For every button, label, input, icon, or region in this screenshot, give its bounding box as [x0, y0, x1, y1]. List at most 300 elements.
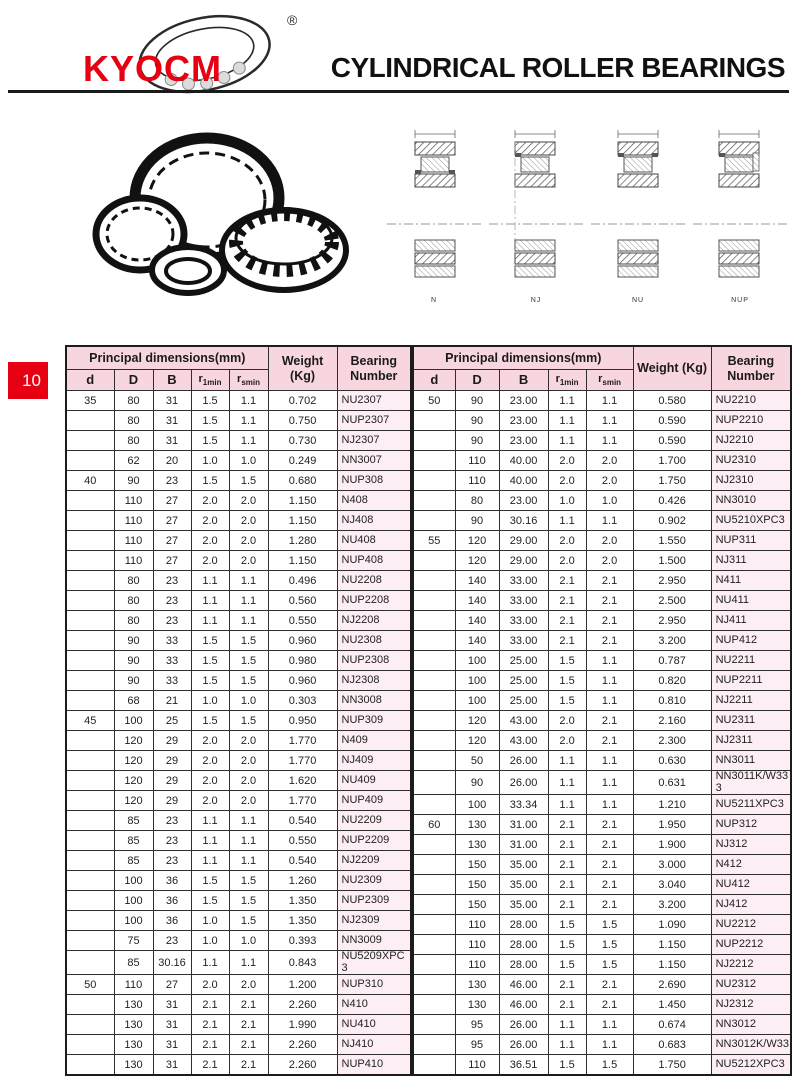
table-cell: 2.1 [586, 835, 633, 855]
table-cell: 36 [153, 911, 191, 931]
table-cell: 31 [153, 391, 191, 411]
table-cell: 1.700 [633, 451, 711, 471]
bearing-number-cell: NU2312 [711, 975, 791, 995]
table-cell: 2.1 [229, 1015, 268, 1035]
table-row [66, 431, 411, 451]
table-cell: 1.5 [191, 671, 229, 691]
table-cell: 0.950 [268, 711, 337, 731]
table-row [66, 791, 411, 811]
table-cell: 120 [114, 771, 153, 791]
table-cell: 0.787 [633, 651, 711, 671]
table-cell: 1.900 [633, 835, 711, 855]
table-cell [413, 975, 455, 995]
table-cell: 31 [153, 1015, 191, 1035]
table-row [66, 995, 411, 1015]
bearing-number-cell: NJ412 [711, 895, 791, 915]
table-cell: 110 [114, 551, 153, 571]
table-row [413, 975, 791, 995]
table-cell: 0.550 [268, 831, 337, 851]
diagram-nj [485, 126, 587, 306]
table-cell: 80 [114, 611, 153, 631]
table-cell [66, 671, 114, 691]
table-row [66, 951, 411, 975]
bearing-number-cell: NUP2209 [337, 831, 411, 851]
table-cell: 2.1 [191, 1055, 229, 1076]
table-cell: 20 [153, 451, 191, 471]
table-cell: 2.1 [229, 995, 268, 1015]
table-cell: 25.00 [499, 671, 548, 691]
table-cell: 26.00 [499, 1035, 548, 1055]
table-cell: 100 [114, 871, 153, 891]
table-cell [66, 951, 114, 975]
table-cell [413, 875, 455, 895]
table-cell: 23.00 [499, 411, 548, 431]
table-cell [66, 851, 114, 871]
table-row [413, 531, 791, 551]
table-cell [66, 751, 114, 771]
table-cell: 68 [114, 691, 153, 711]
table-row [66, 851, 411, 871]
table-cell [413, 451, 455, 471]
bearing-number-cell: NU409 [337, 771, 411, 791]
bearing-number-cell: NU5212XPC3 [711, 1055, 791, 1076]
table-row [413, 611, 791, 631]
table-cell: 2.1 [586, 875, 633, 895]
table-cell [413, 995, 455, 1015]
table-cell [66, 511, 114, 531]
table-cell: 1.0 [191, 691, 229, 711]
table-cell: 110 [114, 975, 153, 995]
table-header [66, 346, 411, 391]
bearing-number-cell: NJ411 [711, 611, 791, 631]
table-cell: 40.00 [499, 451, 548, 471]
table-row [66, 551, 411, 571]
bearing-table-right [412, 345, 792, 1076]
table-cell: 28.00 [499, 935, 548, 955]
table-row [413, 571, 791, 591]
table-cell: 1.1 [229, 951, 268, 975]
table-cell: 140 [455, 591, 499, 611]
bearing-number-cell: NJ410 [337, 1035, 411, 1055]
table-row [66, 511, 411, 531]
table-header [413, 346, 791, 391]
table-cell: 1.1 [586, 1015, 633, 1035]
table-row [66, 491, 411, 511]
table-cell: 31 [153, 431, 191, 451]
table-cell: 90 [114, 471, 153, 491]
table-cell: 23 [153, 591, 191, 611]
table-cell [413, 471, 455, 491]
table-cell: 1.1 [229, 571, 268, 591]
table-cell: 2.260 [268, 1035, 337, 1055]
header-d: d [413, 370, 455, 391]
table-cell: 29 [153, 751, 191, 771]
table-cell: 0.902 [633, 511, 711, 531]
table-cell: 1.5 [229, 671, 268, 691]
table-cell [413, 411, 455, 431]
table-body-left [66, 391, 411, 1076]
bearing-number-cell: NJ2210 [711, 431, 791, 451]
table-row [413, 1055, 791, 1076]
bearing-number-cell: N410 [337, 995, 411, 1015]
bearing-number-cell: NUP409 [337, 791, 411, 811]
table-cell: 50 [455, 751, 499, 771]
table-cell [413, 855, 455, 875]
diagram-label-n: N [430, 297, 438, 304]
bearing-number-cell: NN3012K/W33 [711, 1035, 791, 1055]
table-cell: 0.630 [633, 751, 711, 771]
table-cell: 0.580 [633, 391, 711, 411]
table-cell: 31.00 [499, 815, 548, 835]
table-cell: 2.0 [229, 751, 268, 771]
table-row [66, 811, 411, 831]
table-cell [66, 611, 114, 631]
table-cell: 0.590 [633, 431, 711, 451]
brand-logo [55, 12, 315, 98]
table-cell: 1.150 [633, 935, 711, 955]
table-cell: 33 [153, 671, 191, 691]
table-cell: 0.249 [268, 451, 337, 471]
diagram-n [383, 126, 485, 306]
table-cell: 2.0 [548, 551, 586, 571]
table-cell: 1.1 [548, 511, 586, 531]
table-row [66, 691, 411, 711]
table-row [413, 1035, 791, 1055]
table-cell: 130 [114, 1035, 153, 1055]
table-row [413, 431, 791, 451]
table-cell: 23 [153, 471, 191, 491]
table-row [66, 411, 411, 431]
table-cell: 1.5 [586, 1055, 633, 1076]
bearing-number-cell: NUP410 [337, 1055, 411, 1076]
table-row [66, 591, 411, 611]
table-cell: 23.00 [499, 491, 548, 511]
table-cell: 120 [455, 531, 499, 551]
table-cell: 80 [114, 571, 153, 591]
diagram-nu [587, 126, 689, 306]
table-cell: 25 [153, 711, 191, 731]
table-cell: 90 [455, 511, 499, 531]
table-cell: 80 [114, 411, 153, 431]
table-row [66, 1035, 411, 1055]
table-row [413, 711, 791, 731]
header-bearing-number: Bearing Number [337, 346, 411, 391]
table-cell: 110 [455, 955, 499, 975]
table-cell: 1.1 [229, 851, 268, 871]
bearing-number-cell: NU408 [337, 531, 411, 551]
table-cell: 85 [114, 851, 153, 871]
table-cell [66, 1015, 114, 1035]
table-cell: 1.1 [191, 811, 229, 831]
table-cell: 2.0 [586, 451, 633, 471]
table-cell: 1.260 [268, 871, 337, 891]
table-cell [413, 671, 455, 691]
table-cell: 2.0 [191, 751, 229, 771]
bearing-data-tables [65, 345, 792, 1076]
table-cell: 1.5 [191, 391, 229, 411]
table-cell: 23.00 [499, 431, 548, 451]
bearing-number-cell: N409 [337, 731, 411, 751]
table-cell: 30.16 [153, 951, 191, 975]
table-cell [413, 915, 455, 935]
bearing-number-cell: N412 [711, 855, 791, 875]
table-cell: 1.5 [229, 891, 268, 911]
bearing-number-cell: NUP2211 [711, 671, 791, 691]
table-cell [66, 571, 114, 591]
bearing-number-cell: NN3012 [711, 1015, 791, 1035]
table-cell: 2.0 [229, 975, 268, 995]
table-cell: 1.5 [229, 631, 268, 651]
table-cell [413, 731, 455, 751]
bearing-number-cell: NU5210XPC3 [711, 511, 791, 531]
table-cell [66, 1035, 114, 1055]
table-cell: 23 [153, 831, 191, 851]
table-cell: 1.090 [633, 915, 711, 935]
table-cell: 2.0 [191, 791, 229, 811]
table-cell: 1.1 [229, 591, 268, 611]
table-cell: 2.0 [586, 471, 633, 491]
table-cell: 31 [153, 1035, 191, 1055]
table-cell [413, 711, 455, 731]
table-cell: 25.00 [499, 691, 548, 711]
bearing-number-cell: NU2310 [711, 451, 791, 471]
table-row [66, 1015, 411, 1035]
table-cell: 0.674 [633, 1015, 711, 1035]
table-cell: 0.820 [633, 671, 711, 691]
table-cell: 1.1 [229, 411, 268, 431]
table-cell: 31 [153, 995, 191, 1015]
bearing-number-cell: N408 [337, 491, 411, 511]
table-row [66, 975, 411, 995]
table-cell: 2.1 [548, 631, 586, 651]
table-cell [66, 931, 114, 951]
bearing-number-cell: NUP2212 [711, 935, 791, 955]
table-cell: 1.1 [586, 391, 633, 411]
bearing-number-cell: NUP408 [337, 551, 411, 571]
table-cell: 2.0 [191, 771, 229, 791]
table-row [66, 651, 411, 671]
table-cell: 130 [455, 995, 499, 1015]
table-cell [413, 1015, 455, 1035]
table-cell: 0.680 [268, 471, 337, 491]
table-cell: 1.1 [191, 591, 229, 611]
table-cell: 90 [455, 771, 499, 795]
table-cell: 33.00 [499, 571, 548, 591]
table-cell: 27 [153, 975, 191, 995]
table-row [413, 935, 791, 955]
table-cell: 1.450 [633, 995, 711, 1015]
table-cell: 130 [114, 1015, 153, 1035]
table-cell: 110 [114, 531, 153, 551]
bearing-number-cell: NJ2211 [711, 691, 791, 711]
table-cell: 45 [66, 711, 114, 731]
table-cell: 2.260 [268, 995, 337, 1015]
bearing-number-cell: NJ312 [711, 835, 791, 855]
table-cell: 1.5 [191, 411, 229, 431]
table-cell: 1.620 [268, 771, 337, 791]
table-cell: 130 [455, 835, 499, 855]
table-cell: 1.5 [548, 915, 586, 935]
table-cell: 26.00 [499, 751, 548, 771]
table-cell: 1.200 [268, 975, 337, 995]
table-row [413, 411, 791, 431]
bearing-number-cell: N411 [711, 571, 791, 591]
table-cell: 2.1 [586, 571, 633, 591]
table-cell: 130 [114, 1055, 153, 1076]
table-cell: 110 [455, 471, 499, 491]
table-cell: 26.00 [499, 771, 548, 795]
table-cell [413, 795, 455, 815]
table-cell: 43.00 [499, 731, 548, 751]
table-cell: 1.5 [191, 431, 229, 451]
bearing-number-cell: NU410 [337, 1015, 411, 1035]
table-cell: 0.393 [268, 931, 337, 951]
bearing-number-cell: NU5209XPC3 [337, 951, 411, 975]
table-cell [413, 571, 455, 591]
table-cell: 1.1 [548, 411, 586, 431]
table-cell: 2.0 [191, 551, 229, 571]
diagram-nu-icon [587, 126, 689, 294]
page-title: CYLINDRICAL ROLLER BEARINGS [330, 52, 785, 83]
bearing-number-cell: NUP312 [711, 815, 791, 835]
table-cell: 2.1 [586, 711, 633, 731]
table-cell [413, 611, 455, 631]
table-cell: 62 [114, 451, 153, 471]
table-cell: 1.1 [586, 751, 633, 771]
table-cell: 43.00 [499, 711, 548, 731]
table-cell: 33.00 [499, 631, 548, 651]
table-cell: 1.950 [633, 815, 711, 835]
table-cell: 2.950 [633, 571, 711, 591]
table-cell: 85 [114, 951, 153, 975]
table-cell: 80 [114, 591, 153, 611]
bearing-number-cell: NJ2312 [711, 995, 791, 1015]
table-cell: 2.1 [586, 855, 633, 875]
table-row [413, 691, 791, 711]
table-cell: 55 [413, 531, 455, 551]
table-cell: 1.150 [633, 955, 711, 975]
bearing-number-cell: NUP308 [337, 471, 411, 491]
table-cell: 2.1 [548, 875, 586, 895]
bearing-photo-illustration [92, 130, 352, 305]
table-row [413, 915, 791, 935]
table-cell: 2.0 [191, 531, 229, 551]
table-cell: 3.040 [633, 875, 711, 895]
table-cell: 1.350 [268, 911, 337, 931]
table-cell: 1.150 [268, 551, 337, 571]
bearing-number-cell: NU2211 [711, 651, 791, 671]
table-cell: 2.690 [633, 975, 711, 995]
table-cell: 23 [153, 611, 191, 631]
table-cell: 2.0 [229, 791, 268, 811]
table-cell: 2.500 [633, 591, 711, 611]
table-cell: 1.5 [548, 651, 586, 671]
table-cell: 0.631 [633, 771, 711, 795]
header-rsmin: $r_{smin}$ [586, 370, 633, 391]
table-row [413, 795, 791, 815]
table-cell: 1.1 [548, 751, 586, 771]
bearing-number-cell: NU2307 [337, 391, 411, 411]
table-row [66, 571, 411, 591]
table-cell: 1.150 [268, 511, 337, 531]
table-cell: 130 [114, 995, 153, 1015]
header-d: d [66, 370, 114, 391]
table-cell: 50 [413, 391, 455, 411]
table-cell [66, 531, 114, 551]
table-row [413, 491, 791, 511]
table-cell: 46.00 [499, 975, 548, 995]
bearing-number-cell: NUP2307 [337, 411, 411, 431]
table-cell: 1.0 [191, 931, 229, 951]
table-cell: 1.5 [229, 711, 268, 731]
table-row [413, 671, 791, 691]
table-cell: 95 [455, 1035, 499, 1055]
table-cell: 1.5 [548, 955, 586, 975]
table-row [413, 771, 791, 795]
table-cell: 1.1 [586, 691, 633, 711]
table-cell: 36 [153, 871, 191, 891]
table-cell [413, 1055, 455, 1076]
table-cell: 2.1 [586, 731, 633, 751]
table-cell: 80 [455, 491, 499, 511]
table-cell: 2.260 [268, 1055, 337, 1076]
table-cell: 140 [455, 631, 499, 651]
table-cell: 1.5 [586, 935, 633, 955]
table-cell: 150 [455, 875, 499, 895]
table-cell: 2.1 [229, 1055, 268, 1076]
table-cell: 1.1 [229, 391, 268, 411]
bearing-number-cell: NUP412 [711, 631, 791, 651]
table-cell [66, 491, 114, 511]
table-cell: 40 [66, 471, 114, 491]
table-cell [413, 591, 455, 611]
table-cell: 95 [455, 1015, 499, 1035]
bearing-number-cell: NN3008 [337, 691, 411, 711]
table-cell: 2.1 [548, 611, 586, 631]
table-cell: 1.5 [191, 711, 229, 731]
table-row [413, 955, 791, 975]
table-cell [66, 891, 114, 911]
table-cell [66, 431, 114, 451]
table-cell: 2.0 [548, 531, 586, 551]
table-cell: 2.1 [548, 815, 586, 835]
table-cell: 2.0 [229, 771, 268, 791]
table-cell: 1.1 [586, 411, 633, 431]
table-cell: 1.1 [548, 771, 586, 795]
table-cell: 1.0 [229, 451, 268, 471]
table-cell: 1.5 [191, 631, 229, 651]
table-cell: 2.0 [548, 471, 586, 491]
table-cell: 1.1 [191, 851, 229, 871]
table-cell [413, 835, 455, 855]
header-rsmin: $r_{smin}$ [229, 370, 268, 391]
table-cell: 1.770 [268, 791, 337, 811]
table-cell: 1.210 [633, 795, 711, 815]
bearing-number-cell: NJ408 [337, 511, 411, 531]
table-cell: 23 [153, 571, 191, 591]
table-cell: 23 [153, 851, 191, 871]
table-cell: 1.5 [229, 911, 268, 931]
header-D: D [114, 370, 153, 391]
table-cell [413, 491, 455, 511]
table-cell: 29.00 [499, 531, 548, 551]
bearing-number-cell: NJ311 [711, 551, 791, 571]
diagram-label-nup: NUP [731, 297, 749, 304]
header-principal-dimensions: Principal dimensions(mm) [66, 346, 268, 370]
table-cell: 0.730 [268, 431, 337, 451]
diagram-nup [689, 126, 791, 306]
table-cell: 27 [153, 551, 191, 571]
